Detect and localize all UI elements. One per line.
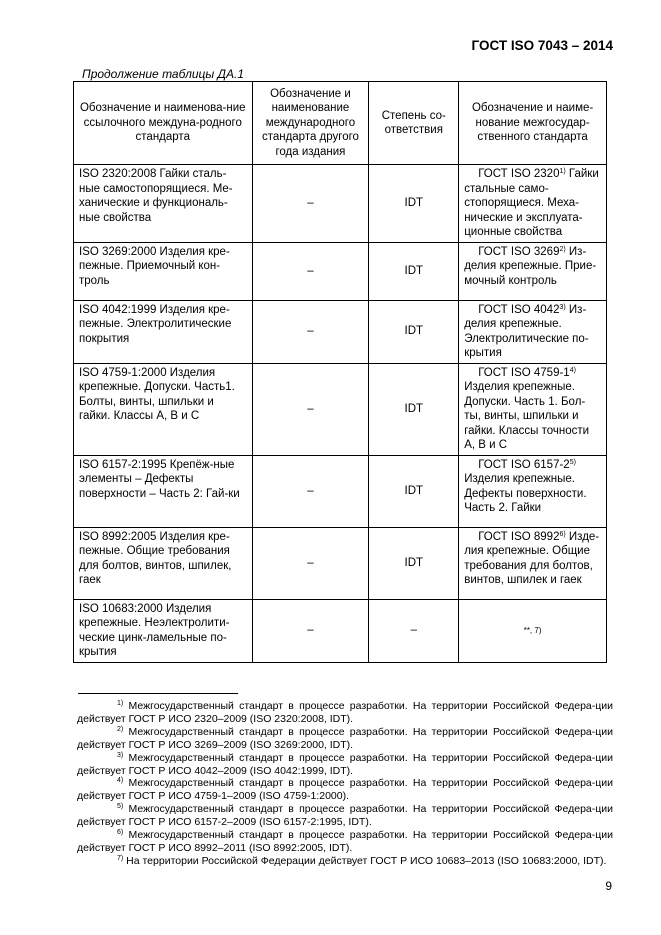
cell-gost-standard: [459, 599, 607, 662]
gost-title: Гайки стальные само-стопорящиеся. Меха-нические и эксплуата-ционные свойства: [464, 168, 599, 238]
gost-code: ГОСТ ISO 4759-1: [478, 366, 570, 379]
cell-gost-standard: [459, 300, 607, 363]
cell-degree: IDT: [369, 165, 459, 243]
gost-title: Из-делия крепежные. Прие-мочный контроль: [464, 245, 597, 287]
footnote-text: Межгосударственный стандарт в процессе разработки. На территории Российской Федера-ции действует ГОСТ Р ИСО 4759-1–2009 (ISO 4759-1:2000).: [77, 777, 613, 803]
footnote-marker: 5): [569, 458, 576, 466]
footnote: [77, 726, 613, 752]
footnote-text: Межгосударственный стандарт в процессе разработки. На территории Российской Федера-ции действует ГОСТ Р ИСО 8992–2011 (ISO 8992:2005, IDT).: [77, 829, 613, 854]
cell-other-year: –: [252, 242, 369, 300]
table-row: [74, 242, 607, 300]
table-row: [74, 165, 607, 243]
correspondence-table: [73, 81, 607, 663]
footnote-marker: 6): [559, 530, 566, 538]
footnote-text: Межгосударственный стандарт в процессе разработки. На территории Российской Федера-ции действует ГОСТ Р ИСО 4042–2009 (ISO 4042:1999, IDT).: [77, 751, 613, 777]
footnote-marker: 3): [559, 303, 566, 311]
footnote: [77, 777, 613, 803]
table-caption: Продолжение таблицы ДА.1: [82, 67, 245, 81]
footnote-number: 3): [117, 751, 124, 759]
cell-gost-standard: [459, 242, 607, 300]
footnote-text: Межгосударственный стандарт в процессе разработки. На территории Российской Федера-ции действует ГОСТ Р ИСО 6157-2–2009 (ISO 6157-2:1995, IDT).: [77, 803, 613, 829]
cell-other-year: –: [252, 363, 369, 455]
footnote: [77, 855, 613, 868]
cell-other-year: –: [252, 300, 369, 363]
table-row: [74, 455, 607, 527]
footnote-number: 4): [117, 777, 124, 785]
footnote-marker: 2): [559, 245, 566, 253]
cell-ref-standard: ISO 6157-2:1995 Крепёж-ные элементы – Дефекты поверхности – Часть 2: Гай-ки: [74, 455, 253, 527]
table-header-row: [74, 82, 607, 165]
gost-title: Изделия крепежные. Допуски. Часть 1. Бол-ты, винты, шпильки и гайки. Классы точности А, В и С: [464, 381, 590, 451]
table-row: [74, 300, 607, 363]
cell-gost-standard: [459, 527, 607, 599]
cell-ref-standard: ISO 8992:2005 Изделия кре-пежные. Общие требования для болтов, винтов, шпилек, гаек: [74, 527, 253, 599]
footnote-number: 7): [117, 854, 124, 862]
page-number: 9: [605, 879, 612, 893]
gost-code: ГОСТ ISO 8992: [478, 530, 560, 543]
gost-code: ГОСТ ISO 2320: [478, 168, 560, 180]
cell-other-year: –: [252, 599, 369, 662]
footnote: [77, 803, 613, 829]
footnote: [77, 829, 613, 855]
footnote-text: Межгосударственный стандарт в процессе разработки. На территории Российской Федера-ции действует ГОСТ Р ИСО 2320–2009 (ISO 2320:2008, IDT).: [77, 700, 613, 725]
table-row: [74, 527, 607, 599]
cell-ref-standard: ISO 3269:2000 Изделия кре-пежные. Приемочный кон-троль: [74, 242, 253, 300]
cell-other-year: –: [252, 165, 369, 243]
gost-code: ГОСТ ISO 4042: [478, 303, 560, 316]
footnote-separator: [78, 693, 238, 694]
cell-ref-standard: ISO 4042:1999 Изделия кре-пежные. Электролитические покрытия: [74, 300, 253, 363]
cell-ref-standard: ISO 2320:2008 Гайки сталь-ные самостопорящиеся. Ме-ханические и функциональ-ные свойства: [74, 165, 253, 243]
footnote-number: 6): [117, 829, 124, 837]
cell-degree: IDT: [369, 527, 459, 599]
footnote-text: На территории Российской Федерации действует ГОСТ Р ИСО 10683–2013 (ISO 10683:2000, IDT).: [126, 854, 607, 867]
footnotes: [77, 700, 613, 868]
footnote: [77, 752, 613, 778]
header-degree: Степень со-ответствия: [369, 82, 459, 165]
gost-code: ГОСТ ISO 3269: [478, 245, 560, 258]
cell-degree: IDT: [369, 363, 459, 455]
header-other-year-standard: Обозначение и наименование международного стандарта другого года издания: [252, 82, 369, 165]
gost-title: Изделия крепежные. Дефекты поверхности. Часть 2. Гайки: [464, 473, 587, 514]
footnote: [77, 700, 613, 726]
gost-code: ГОСТ ISO 6157-2: [478, 458, 570, 471]
cell-gost-standard: [459, 455, 607, 527]
cell-degree: IDT: [369, 242, 459, 300]
cell-degree: IDT: [369, 300, 459, 363]
cell-ref-standard: ISO 4759-1:2000 Изделия крепежные. Допуски. Часть1. Болты, винты, шпильки и гайки. Классы А, В и С: [74, 363, 253, 455]
table-row: [74, 599, 607, 662]
footnote-marker: 4): [569, 366, 576, 374]
cell-other-year: –: [252, 527, 369, 599]
cell-gost-standard: [459, 165, 607, 243]
document-id-header: ГОСТ ISO 7043 – 2014: [471, 38, 613, 53]
footnote-number: 5): [117, 803, 124, 811]
cell-other-year: –: [252, 455, 369, 527]
header-ref-standard: Обозначение и наименова-ние ссылочного междуна-родного стандарта: [74, 82, 253, 165]
header-gost-standard: Обозначение и наиме-нование межгосудар-ственного стандарта: [459, 82, 607, 165]
cell-degree: –: [369, 599, 459, 662]
footnote-number: 1): [117, 700, 124, 707]
footnote-marker: 1): [559, 168, 566, 175]
gost-title: Из-делия крепежные. Электролитические по-крытия: [464, 303, 589, 359]
footnote-marker: **, 7): [523, 625, 542, 635]
footnote-number: 2): [117, 725, 124, 733]
cell-gost-standard: [459, 363, 607, 455]
table-row: [74, 363, 607, 455]
gost-title: Изде-лия крепежные. Общие требования для болтов, винтов, шпилек и гаек: [464, 530, 600, 586]
cell-degree: IDT: [369, 455, 459, 527]
cell-ref-standard: ISO 10683:2000 Изделия крепежные. Неэлектролити-ческие цинк-ламельные по-крытия: [74, 599, 253, 662]
footnote-text: Межгосударственный стандарт в процессе разработки. На территории Российской Федера-ции действует ГОСТ Р ИСО 3269–2009 (ISO 3269:2000, IDT).: [77, 725, 613, 751]
